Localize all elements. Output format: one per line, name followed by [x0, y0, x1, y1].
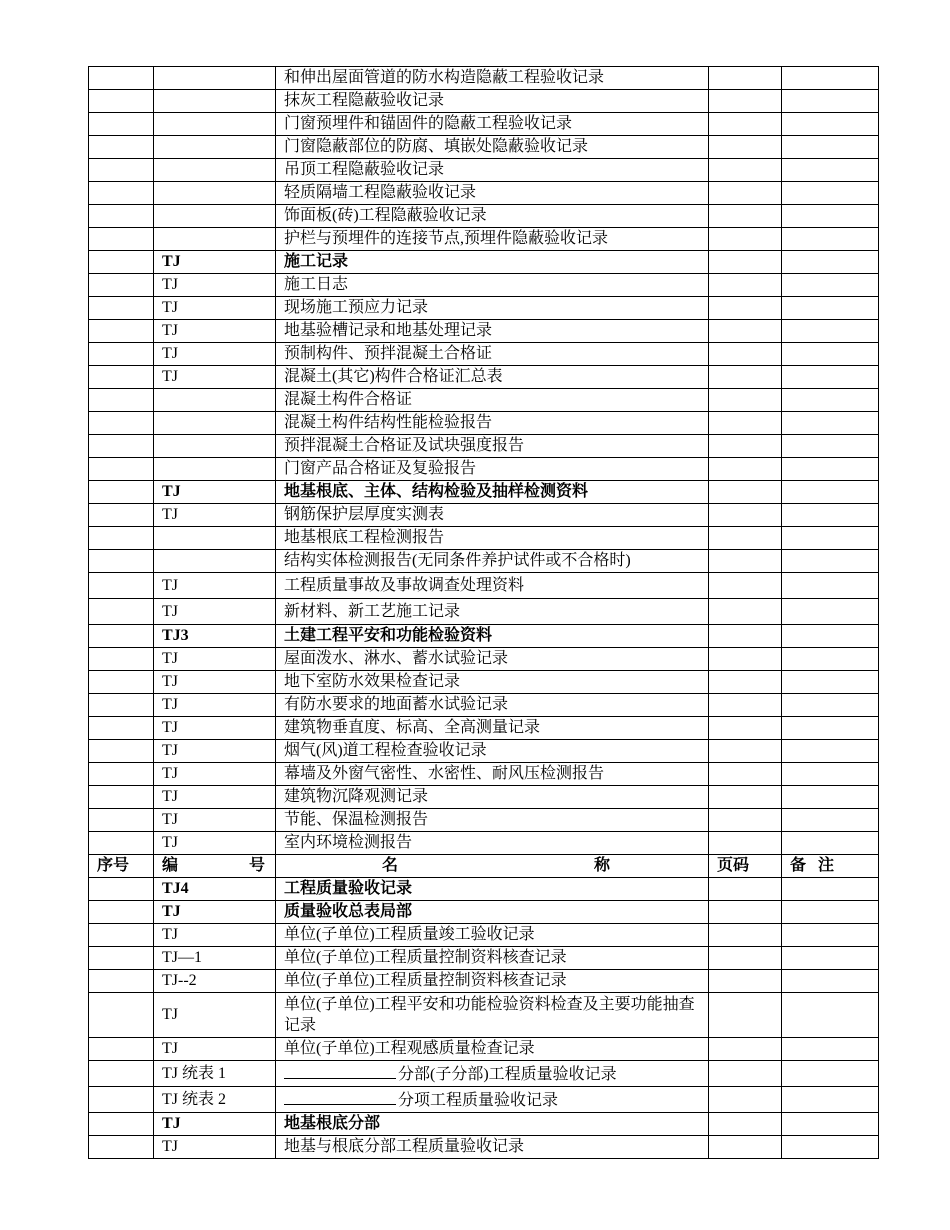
table-row: [89, 504, 879, 527]
cell-code: TJ: [154, 320, 276, 343]
table-row: [89, 625, 879, 648]
cell-name: 门窗产品合格证及复验报告: [276, 458, 709, 481]
table-row: [89, 481, 879, 504]
cell-code: [154, 182, 276, 205]
cell-note: [782, 1038, 879, 1061]
cell-name: 预拌混凝土合格证及试块强度报告: [276, 435, 709, 458]
cell-page: [709, 435, 782, 458]
cell-note: [782, 1087, 879, 1113]
cell-page: [709, 389, 782, 412]
table-row: [89, 573, 879, 599]
cell-note: [782, 970, 879, 993]
cell-note: [782, 228, 879, 251]
cell-seq: [89, 763, 154, 786]
cell-code: TJ: [154, 901, 276, 924]
cell-note: [782, 205, 879, 228]
cell-code: [154, 228, 276, 251]
cell-page: [709, 1113, 782, 1136]
cell-page: [709, 924, 782, 947]
cell-note: [782, 136, 879, 159]
cell-page: [709, 625, 782, 648]
cell-page: [709, 527, 782, 550]
cell-name: 施工记录: [276, 251, 709, 274]
header-note: [782, 855, 879, 878]
cell-name: 轻质隔墙工程隐蔽验收记录: [276, 182, 709, 205]
cell-note: [782, 458, 879, 481]
table-row: [89, 1038, 879, 1061]
header-name-b: 称: [593, 857, 610, 874]
cell-page: [709, 113, 782, 136]
cell-seq: [89, 1136, 154, 1159]
cell-code: TJ: [154, 366, 276, 389]
cell-note: [782, 947, 879, 970]
header-note-a: 备: [790, 857, 807, 874]
cell-seq: [89, 1038, 154, 1061]
cell-name: 护栏与预埋件的连接节点,预埋件隐蔽验收记录: [276, 228, 709, 251]
table-row: [89, 297, 879, 320]
cell-page: [709, 458, 782, 481]
cell-code: TJ: [154, 1113, 276, 1136]
cell-seq: [89, 182, 154, 205]
cell-seq: [89, 809, 154, 832]
cell-code: TJ: [154, 694, 276, 717]
cell-note: [782, 717, 879, 740]
table-row: [89, 159, 879, 182]
cell-seq: [89, 159, 154, 182]
document-page: [88, 66, 836, 1159]
cell-code: [154, 136, 276, 159]
cell-name: 地基验槽记录和地基处理记录: [276, 320, 709, 343]
cell-note: [782, 251, 879, 274]
cell-note: [782, 573, 879, 599]
cell-note: [782, 481, 879, 504]
cell-page: [709, 786, 782, 809]
cell-page: [709, 573, 782, 599]
cell-name: 烟气(风)道工程检查验收记录: [276, 740, 709, 763]
cell-note: [782, 527, 879, 550]
cell-seq: [89, 1087, 154, 1113]
cell-note: [782, 901, 879, 924]
cell-seq: [89, 504, 154, 527]
cell-note: [782, 625, 879, 648]
header-name-a: 名: [381, 857, 398, 874]
cell-note: [782, 671, 879, 694]
cell-page: [709, 481, 782, 504]
cell-name: 混凝土(其它)构件合格证汇总表: [276, 366, 709, 389]
cell-page: [709, 763, 782, 786]
cell-name: 建筑物垂直度、标高、全高测量记录: [276, 717, 709, 740]
cell-note: [782, 550, 879, 573]
cell-page: [709, 993, 782, 1038]
cell-page: [709, 901, 782, 924]
cell-note: [782, 297, 879, 320]
cell-code: TJ 统表 2: [154, 1087, 276, 1113]
cell-note: [782, 809, 879, 832]
cell-code: [154, 90, 276, 113]
header-page: 页码: [709, 855, 782, 878]
cell-seq: [89, 625, 154, 648]
cell-seq: [89, 343, 154, 366]
cell-code: TJ: [154, 671, 276, 694]
cell-page: [709, 648, 782, 671]
cell-code: TJ: [154, 251, 276, 274]
cell-name: 门窗预埋件和锚固件的隐蔽工程验收记录: [276, 113, 709, 136]
cell-seq: [89, 136, 154, 159]
cell-name: 混凝土构件结构性能检验报告: [276, 412, 709, 435]
table-header-row-group: [89, 855, 879, 878]
table-row: [89, 599, 879, 625]
cell-note: [782, 389, 879, 412]
cell-name: 现场施工预应力记录: [276, 297, 709, 320]
cell-page: [709, 832, 782, 855]
cell-note: [782, 67, 879, 90]
cell-name: 钢筋保护层厚度实测表: [276, 504, 709, 527]
cell-seq: [89, 320, 154, 343]
cell-code: [154, 458, 276, 481]
table-row: [89, 947, 879, 970]
cell-seq: [89, 671, 154, 694]
table-row: [89, 1087, 879, 1113]
table-row: [89, 67, 879, 90]
table-row: [89, 1136, 879, 1159]
cell-page: [709, 809, 782, 832]
cell-code: [154, 67, 276, 90]
cell-name: 工程质量事故及事故调查处理资料: [276, 573, 709, 599]
cell-page: [709, 947, 782, 970]
table-row: [89, 970, 879, 993]
cell-code: TJ3: [154, 625, 276, 648]
cell-code: [154, 435, 276, 458]
header-code-a: 编: [162, 857, 179, 874]
cell-name: 地基根底分部: [276, 1113, 709, 1136]
cell-page: [709, 671, 782, 694]
cell-name: 屋面泼水、淋水、蓄水试验记录: [276, 648, 709, 671]
cell-code: [154, 412, 276, 435]
cell-name: 有防水要求的地面蓄水试验记录: [276, 694, 709, 717]
header-seq: 序号: [89, 855, 154, 878]
cell-note: [782, 412, 879, 435]
cell-seq: [89, 970, 154, 993]
cell-page: [709, 878, 782, 901]
cell-code: TJ: [154, 993, 276, 1038]
table-row: [89, 740, 879, 763]
cell-code: TJ4: [154, 878, 276, 901]
cell-seq: [89, 878, 154, 901]
cell-name: 吊顶工程隐蔽验收记录: [276, 159, 709, 182]
cell-name: 单位(子单位)工程观感质量检查记录: [276, 1038, 709, 1061]
cell-seq: [89, 113, 154, 136]
table-row: [89, 648, 879, 671]
cell-seq: [89, 786, 154, 809]
cell-note: [782, 993, 879, 1038]
cell-name: 单位(子单位)工程平安和功能检验资料检查及主要功能抽查记录: [276, 993, 709, 1038]
fill-in-blank: [284, 1063, 396, 1079]
table-row: [89, 251, 879, 274]
table-row: [89, 1113, 879, 1136]
cell-page: [709, 182, 782, 205]
cell-seq: [89, 694, 154, 717]
cell-seq: [89, 297, 154, 320]
table-row: [89, 671, 879, 694]
cell-note: [782, 648, 879, 671]
cell-name: 施工日志: [276, 274, 709, 297]
cell-name: 质量验收总表局部: [276, 901, 709, 924]
cell-name: [276, 1087, 709, 1113]
cell-seq: [89, 901, 154, 924]
cell-code: [154, 527, 276, 550]
cell-code: [154, 550, 276, 573]
cell-code: TJ: [154, 274, 276, 297]
cell-note: [782, 343, 879, 366]
table-row: [89, 717, 879, 740]
cell-page: [709, 90, 782, 113]
cell-page: [709, 320, 782, 343]
header-note-b: 注: [818, 857, 835, 874]
cell-name: 饰面板(砖)工程隐蔽验收记录: [276, 205, 709, 228]
cell-page: [709, 205, 782, 228]
cell-code: TJ: [154, 599, 276, 625]
cell-name: 地下室防水效果检查记录: [276, 671, 709, 694]
cell-page: [709, 970, 782, 993]
cell-seq: [89, 481, 154, 504]
cell-name: 单位(子单位)工程质量竣工验收记录: [276, 924, 709, 947]
cell-page: [709, 740, 782, 763]
cell-page: [709, 251, 782, 274]
cell-page: [709, 136, 782, 159]
cell-name: 地基根底工程检测报告: [276, 527, 709, 550]
table-row: [89, 550, 879, 573]
cell-seq: [89, 924, 154, 947]
cell-note: [782, 113, 879, 136]
table-row: [89, 205, 879, 228]
cell-code: TJ: [154, 297, 276, 320]
cell-page: [709, 694, 782, 717]
cell-seq: [89, 740, 154, 763]
cell-seq: [89, 205, 154, 228]
cell-name: 预制构件、预拌混凝土合格证: [276, 343, 709, 366]
cell-seq: [89, 832, 154, 855]
cell-note: [782, 878, 879, 901]
cell-note: [782, 694, 879, 717]
cell-code: TJ 统表 1: [154, 1061, 276, 1087]
header-name: [276, 855, 709, 878]
cell-name: 工程质量验收记录: [276, 878, 709, 901]
cell-page: [709, 504, 782, 527]
cell-note: [782, 366, 879, 389]
table-row: [89, 878, 879, 901]
table-row: [89, 389, 879, 412]
cell-note: [782, 159, 879, 182]
table-row: [89, 993, 879, 1038]
table-row: [89, 458, 879, 481]
cell-code: TJ: [154, 481, 276, 504]
table-row: [89, 832, 879, 855]
cell-seq: [89, 1061, 154, 1087]
cell-seq: [89, 366, 154, 389]
cell-code: TJ—1: [154, 947, 276, 970]
cell-seq: [89, 90, 154, 113]
cell-code: [154, 205, 276, 228]
cell-name: [276, 1061, 709, 1087]
cell-name: 节能、保温检测报告: [276, 809, 709, 832]
header-code-b: 号: [248, 857, 265, 874]
table-row: [89, 182, 879, 205]
cell-code: TJ: [154, 717, 276, 740]
cell-note: [782, 924, 879, 947]
cell-code: TJ: [154, 924, 276, 947]
cell-note: [782, 320, 879, 343]
cell-seq: [89, 550, 154, 573]
cell-page: [709, 412, 782, 435]
table-row: [89, 694, 879, 717]
table-row: [89, 228, 879, 251]
cell-seq: [89, 573, 154, 599]
table-row: [89, 901, 879, 924]
cell-seq: [89, 389, 154, 412]
cell-page: [709, 1038, 782, 1061]
cell-note: [782, 1136, 879, 1159]
cell-note: [782, 740, 879, 763]
cell-page: [709, 1061, 782, 1087]
cell-note: [782, 435, 879, 458]
table-row: [89, 274, 879, 297]
cell-name: 单位(子单位)工程质量控制资料核查记录: [276, 970, 709, 993]
header-code: [154, 855, 276, 878]
cell-code: TJ: [154, 786, 276, 809]
table-row: [89, 320, 879, 343]
table-row: [89, 366, 879, 389]
table-row: [89, 343, 879, 366]
cell-seq: [89, 717, 154, 740]
cell-seq: [89, 228, 154, 251]
cell-page: [709, 550, 782, 573]
cell-code: TJ: [154, 832, 276, 855]
cell-name: 土建工程平安和功能检验资料: [276, 625, 709, 648]
cell-seq: [89, 599, 154, 625]
cell-name: 抹灰工程隐蔽验收记录: [276, 90, 709, 113]
cell-page: [709, 67, 782, 90]
cell-page: [709, 366, 782, 389]
cell-seq: [89, 251, 154, 274]
cell-name: 室内环境检测报告: [276, 832, 709, 855]
cell-page: [709, 297, 782, 320]
cell-page: [709, 599, 782, 625]
table-row: [89, 786, 879, 809]
table-row: [89, 136, 879, 159]
cell-name: 幕墙及外窗气密性、水密性、耐风压检测报告: [276, 763, 709, 786]
cell-note: [782, 763, 879, 786]
cell-name-text: 分部(子分部)工程质量验收记录: [398, 1065, 617, 1083]
records-table: [88, 66, 879, 1159]
fill-in-blank: [284, 1089, 396, 1105]
table-body-bottom: [89, 878, 879, 1159]
cell-name: 结构实体检测报告(无同条件养护试件或不合格时): [276, 550, 709, 573]
table-row: [89, 412, 879, 435]
cell-seq: [89, 993, 154, 1038]
cell-note: [782, 90, 879, 113]
cell-seq: [89, 274, 154, 297]
cell-page: [709, 159, 782, 182]
cell-note: [782, 1113, 879, 1136]
cell-code: TJ: [154, 740, 276, 763]
cell-code: TJ: [154, 343, 276, 366]
table-row: [89, 809, 879, 832]
cell-page: [709, 228, 782, 251]
cell-page: [709, 717, 782, 740]
cell-code: [154, 159, 276, 182]
cell-note: [782, 274, 879, 297]
cell-page: [709, 1136, 782, 1159]
cell-name: 单位(子单位)工程质量控制资料核查记录: [276, 947, 709, 970]
table-row: [89, 763, 879, 786]
cell-code: TJ: [154, 763, 276, 786]
table-header-row: [89, 855, 879, 878]
cell-name: 和伸出屋面管道的防水构造隐蔽工程验收记录: [276, 67, 709, 90]
cell-code: TJ: [154, 504, 276, 527]
cell-page: [709, 343, 782, 366]
table-row: [89, 1061, 879, 1087]
table-row: [89, 924, 879, 947]
cell-seq: [89, 648, 154, 671]
cell-name: 地基与根底分部工程质量验收记录: [276, 1136, 709, 1159]
table-row: [89, 435, 879, 458]
cell-name: 建筑物沉降观测记录: [276, 786, 709, 809]
cell-seq: [89, 435, 154, 458]
cell-seq: [89, 527, 154, 550]
cell-code: TJ: [154, 809, 276, 832]
cell-name: 门窗隐蔽部位的防腐、填嵌处隐蔽验收记录: [276, 136, 709, 159]
cell-seq: [89, 1113, 154, 1136]
table-row: [89, 90, 879, 113]
cell-code: [154, 389, 276, 412]
cell-seq: [89, 412, 154, 435]
cell-note: [782, 786, 879, 809]
cell-seq: [89, 458, 154, 481]
cell-name: 新材料、新工艺施工记录: [276, 599, 709, 625]
cell-note: [782, 832, 879, 855]
cell-page: [709, 1087, 782, 1113]
cell-code: TJ: [154, 1038, 276, 1061]
cell-note: [782, 504, 879, 527]
cell-page: [709, 274, 782, 297]
cell-name-text: 分项工程质量验收记录: [398, 1091, 559, 1109]
table-row: [89, 527, 879, 550]
cell-code: TJ: [154, 573, 276, 599]
cell-code: [154, 113, 276, 136]
cell-note: [782, 1061, 879, 1087]
cell-name: 混凝土构件合格证: [276, 389, 709, 412]
cell-code: TJ: [154, 1136, 276, 1159]
table-body-top: [89, 67, 879, 855]
cell-code: TJ: [154, 648, 276, 671]
cell-note: [782, 599, 879, 625]
cell-name: 地基根底、主体、结构检验及抽样检测资料: [276, 481, 709, 504]
cell-seq: [89, 947, 154, 970]
cell-seq: [89, 67, 154, 90]
cell-code: TJ--2: [154, 970, 276, 993]
cell-note: [782, 182, 879, 205]
table-row: [89, 113, 879, 136]
